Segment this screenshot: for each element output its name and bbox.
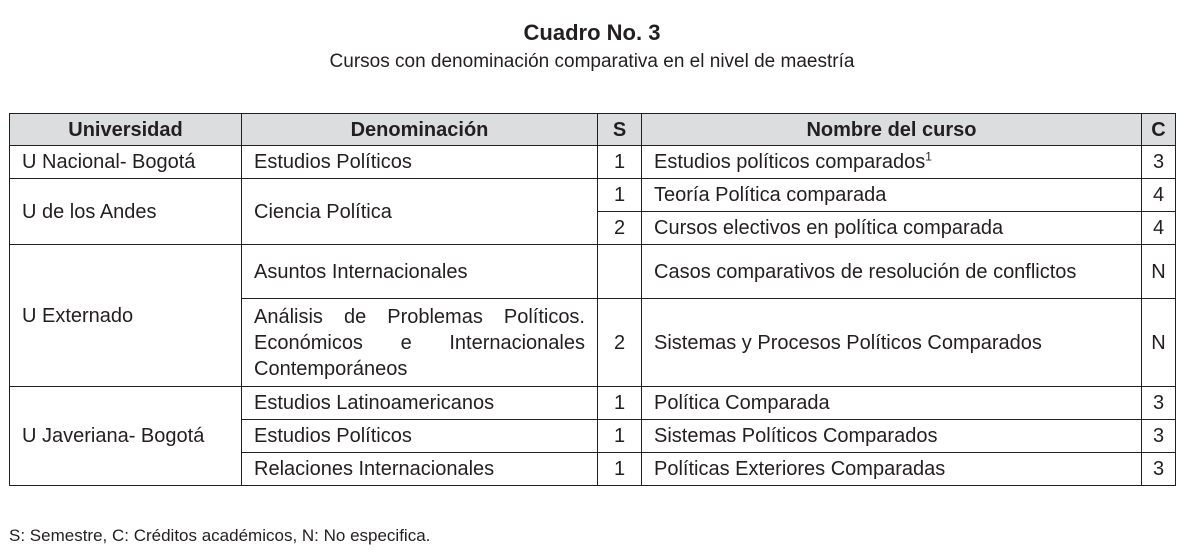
cell-semestre: 2	[598, 212, 642, 245]
cell-creditos: 3	[1142, 453, 1176, 486]
cell-denominacion: Estudios Políticos	[242, 420, 598, 453]
legend-footnote: S: Semestre, C: Créditos académicos, N: No especifica.	[9, 526, 431, 545]
header-semestre: S	[598, 114, 642, 146]
cell-semestre: 1	[598, 420, 642, 453]
cell-curso	[642, 146, 1142, 179]
cell-denominacion: Asuntos Internacionales	[242, 245, 598, 299]
cell-universidad: U Javeriana- Bogotá	[10, 387, 242, 486]
cell-creditos: 3	[1142, 387, 1176, 420]
cell-universidad: U Nacional- Bogotá	[10, 146, 242, 179]
cell-curso: Cursos electivos en política comparada	[642, 212, 1142, 245]
cell-denominacion: Relaciones Internacionales	[242, 453, 598, 486]
cell-curso: Teoría Política comparada	[642, 179, 1142, 212]
table-row	[10, 146, 1176, 179]
cell-denominacion: Estudios Políticos	[242, 146, 598, 179]
cell-curso: Políticas Exteriores Comparadas	[642, 453, 1142, 486]
table-row	[10, 245, 1176, 299]
table-row	[10, 387, 1176, 420]
header-nombre-curso: Nombre del curso	[642, 114, 1142, 146]
cell-creditos: N	[1142, 299, 1176, 387]
cell-creditos: N	[1142, 245, 1176, 299]
cell-creditos: 4	[1142, 212, 1176, 245]
cell-curso: Política Comparada	[642, 387, 1142, 420]
cell-curso-text: Estudios políticos comparados	[654, 151, 926, 173]
cell-semestre	[598, 245, 642, 299]
cell-denominacion: Ciencia Política	[242, 179, 598, 245]
cell-semestre: 2	[598, 299, 642, 387]
header-universidad: Universidad	[10, 114, 242, 146]
courses-table	[9, 113, 1176, 486]
cell-curso: Sistemas Políticos Comparados	[642, 420, 1142, 453]
table-subtitle: Cursos con denominación comparativa en el nivel de maestría	[329, 51, 855, 72]
table-row	[10, 179, 1176, 212]
cell-creditos: 4	[1142, 179, 1176, 212]
cell-semestre: 1	[598, 146, 642, 179]
cell-semestre: 1	[598, 453, 642, 486]
header-denominacion: Denominación	[242, 114, 598, 146]
cell-curso: Casos comparativos de resolución de conflictos	[642, 245, 1142, 299]
cell-curso: Sistemas y Procesos Políticos Comparados	[642, 299, 1142, 387]
header-row	[10, 114, 1176, 146]
header-creditos: C	[1142, 114, 1176, 146]
table-title: Cuadro No. 3	[523, 20, 661, 45]
cell-denominacion: Estudios Latinoamericanos	[242, 387, 598, 420]
cell-creditos: 3	[1142, 420, 1176, 453]
cell-semestre: 1	[598, 179, 642, 212]
cell-denominacion: Análisis de Problemas Políticos. Económicos e Internacionales Contemporáneos	[242, 299, 598, 387]
cell-universidad: U Externado	[10, 245, 242, 387]
cell-creditos: 3	[1142, 146, 1176, 179]
cell-universidad: U de los Andes	[10, 179, 242, 245]
footnote-marker: 1	[925, 149, 932, 164]
cell-semestre: 1	[598, 387, 642, 420]
